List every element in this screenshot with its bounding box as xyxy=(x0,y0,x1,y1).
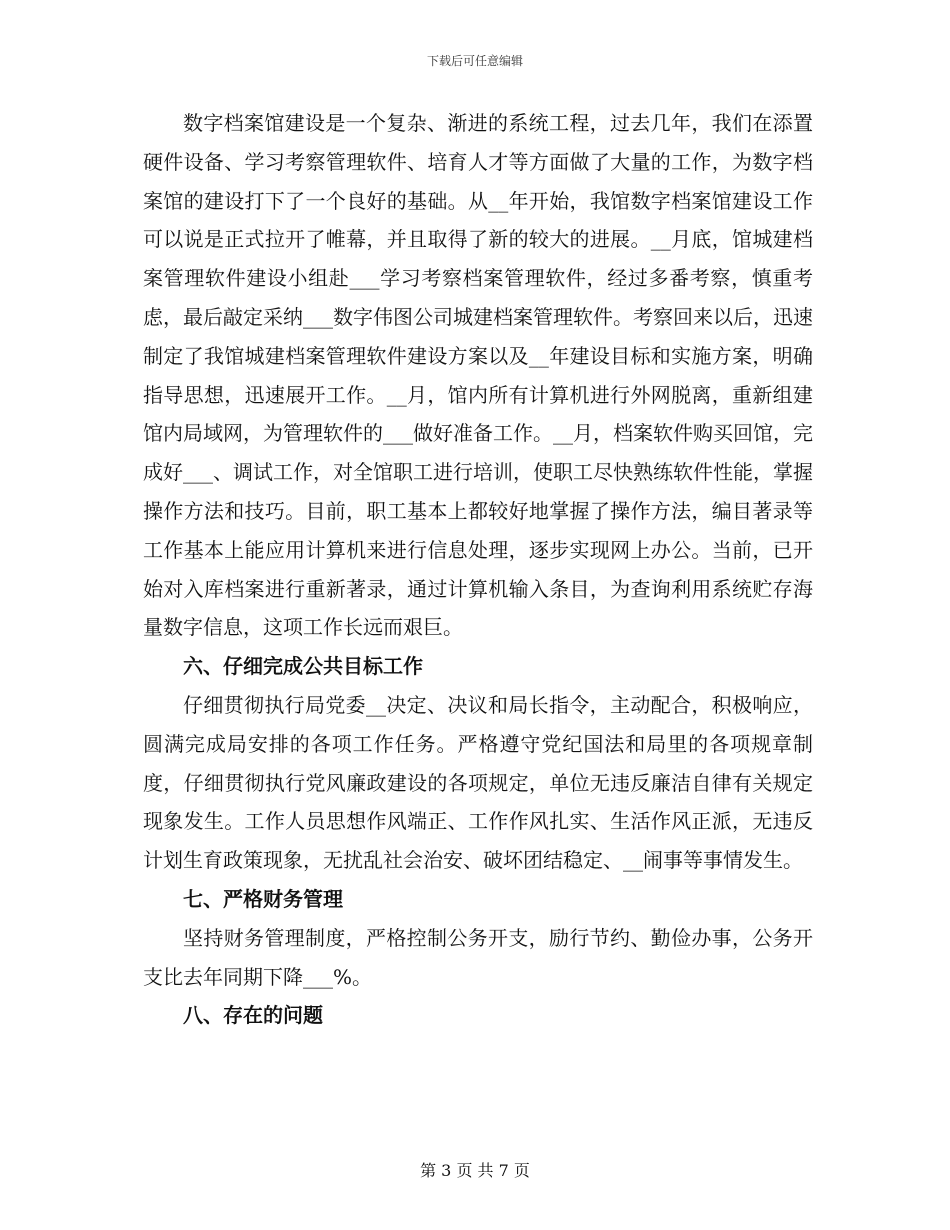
page-header-note: 下载后可任意编辑 xyxy=(426,54,523,68)
page-number: 第 3 页 共 7 页 xyxy=(420,1161,530,1180)
document-body xyxy=(143,104,813,1035)
paragraph-public-goals: 仔细贯彻执行局党委__决定、决议和局长指令，主动配合，积极响应，圆满完成局安排的各项工作任务。严格遵守党纪国法和局里的各项规章制度，仔细贯彻执行党风廉政建设的各项规定，单位无违反廉洁自律有关规定现象发生。工作人员思想作风端正、工作作风扎实、生活作风正派，无违反计划生育政策现象，无扰乱社会治安、破坏团结稳定、__闹事等事情发生。 xyxy=(143,692,813,873)
paragraph-digital-archive: 数字档案馆建设是一个复杂、渐进的系统工程，过去几年，我们在添置硬件设备、学习考察管理软件、培育人才等方面做了大量的工作，为数字档案馆的建设打下了一个良好的基础。从__年开始，我馆数字档案馆建设工作可以说是正式拉开了帷幕，并且取得了新的较大的进展。__月底，馆城建档案管理软件建设小组赴___学习考察档案管理软件，经过多番考察，慎重考虑，最后敲定采纳___数字伟图公司城建档案管理软件。考察回来以后，迅速制定了我馆城建档案管理软件建设方案以及__年建设目标和实施方案，明确指导思想，迅速展开工作。__月，馆内所有计算机进行外网脱离，重新组建馆内局域网，为管理软件的___做好准备工作。__月，档案软件购买回馆，完成好___、调试工作，对全馆职工进行培训，使职工尽快熟练软件性能，掌握操作方法和技巧。目前，职工基本上都较好地掌握了操作方法，编目著录等工作基本上能应用计算机来进行信息处理，逐步实现网上办公。当前，已开始对入库档案进行重新著录，通过计算机输入条目，为查询利用系统贮存海量数字信息，这项工作长远而艰巨。 xyxy=(143,111,813,640)
paragraph-finance: 坚持财务管理制度，严格控制公务开支，励行节约、勤俭办事，公务开支比去年同期下降___%。 xyxy=(143,925,813,989)
section-heading-6: 六、仔细完成公共目标工作 xyxy=(183,654,423,679)
section-heading-7: 七、严格财务管理 xyxy=(183,886,343,911)
section-heading-8: 八、存在的问题 xyxy=(183,1003,323,1028)
